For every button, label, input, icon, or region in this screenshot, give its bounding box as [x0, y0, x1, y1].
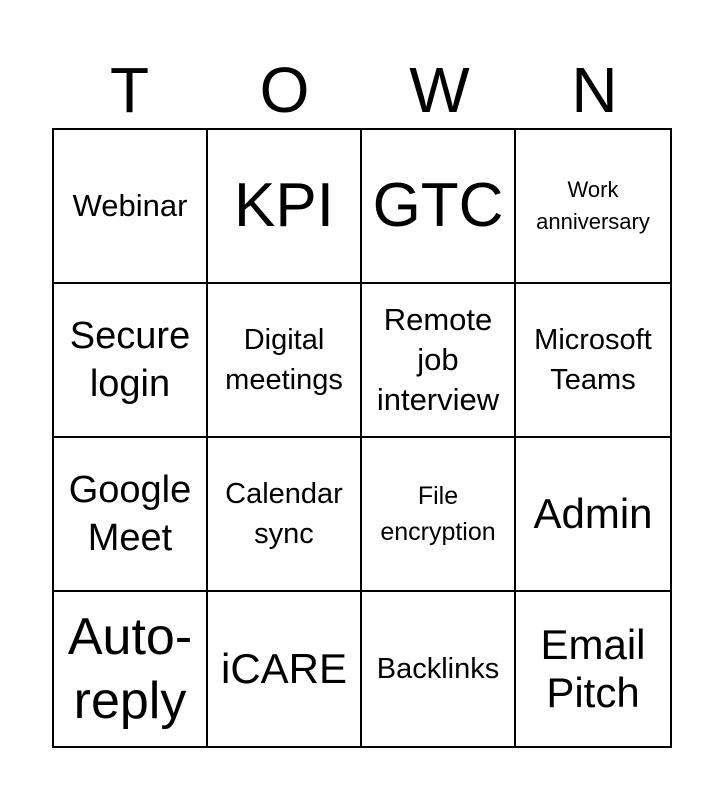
- cell-text: Remote: [383, 302, 493, 337]
- bingo-cell-work-anniversary[interactable]: [516, 130, 670, 284]
- cell-text: KPI: [234, 171, 334, 240]
- cell-text: encryption: [380, 518, 496, 546]
- bingo-cell-webinar[interactable]: [54, 130, 208, 284]
- bingo-cell-file-encryption[interactable]: [362, 438, 516, 592]
- cell-text: Pitch: [546, 669, 640, 716]
- cell-text: Teams: [550, 364, 636, 396]
- bingo-cell-calendar-sync[interactable]: [208, 438, 362, 592]
- bingo-cell-microsoft-teams[interactable]: [516, 284, 670, 438]
- bingo-header: [52, 52, 672, 128]
- bingo-cell-remote-job-interview[interactable]: [362, 284, 516, 438]
- header-letter-w: W: [409, 54, 470, 126]
- bingo-cell-kpi[interactable]: [208, 130, 362, 284]
- bingo-board: [52, 128, 672, 748]
- cell-text: iCARE: [220, 645, 348, 692]
- cell-text: Meet: [87, 517, 173, 559]
- cell-text: Admin: [533, 490, 653, 537]
- bingo-cell-gtc[interactable]: [362, 130, 516, 284]
- bingo-cell-admin[interactable]: [516, 438, 670, 592]
- bingo-cell-google-meet[interactable]: [54, 438, 208, 592]
- cell-text: job: [417, 342, 459, 377]
- header-letter-t: T: [109, 54, 150, 126]
- cell-text: interview: [376, 382, 500, 417]
- cell-text: File: [417, 482, 459, 510]
- header-letter-n: N: [571, 54, 618, 126]
- cell-text: Email: [540, 621, 646, 668]
- cell-text: meetings: [225, 364, 343, 396]
- cell-text: reply: [73, 672, 187, 730]
- cell-text: sync: [254, 518, 314, 550]
- bingo-cell-backlinks[interactable]: [362, 592, 516, 746]
- cell-text: Secure: [69, 315, 191, 357]
- bingo-cell-auto-reply[interactable]: [54, 592, 208, 746]
- bingo-cell-secure-login[interactable]: [54, 284, 208, 438]
- bingo-cell-email-pitch[interactable]: [516, 592, 670, 746]
- cell-text: login: [89, 363, 171, 405]
- cell-text: GTC: [372, 171, 504, 240]
- cell-text: Google: [68, 469, 192, 511]
- cell-text: Backlinks: [376, 653, 500, 685]
- cell-text: Work: [567, 177, 619, 202]
- cell-text: Digital: [243, 324, 325, 356]
- bingo-cell-digital-meetings[interactable]: [208, 284, 362, 438]
- cell-text: Webinar: [72, 188, 188, 223]
- cell-text: anniversary: [536, 209, 650, 234]
- cell-text: Microsoft: [534, 324, 652, 356]
- cell-text: Auto-: [67, 608, 193, 666]
- cell-text: Calendar: [225, 478, 343, 510]
- header-letter-o: O: [259, 54, 310, 126]
- bingo-cell-icare[interactable]: [208, 592, 362, 746]
